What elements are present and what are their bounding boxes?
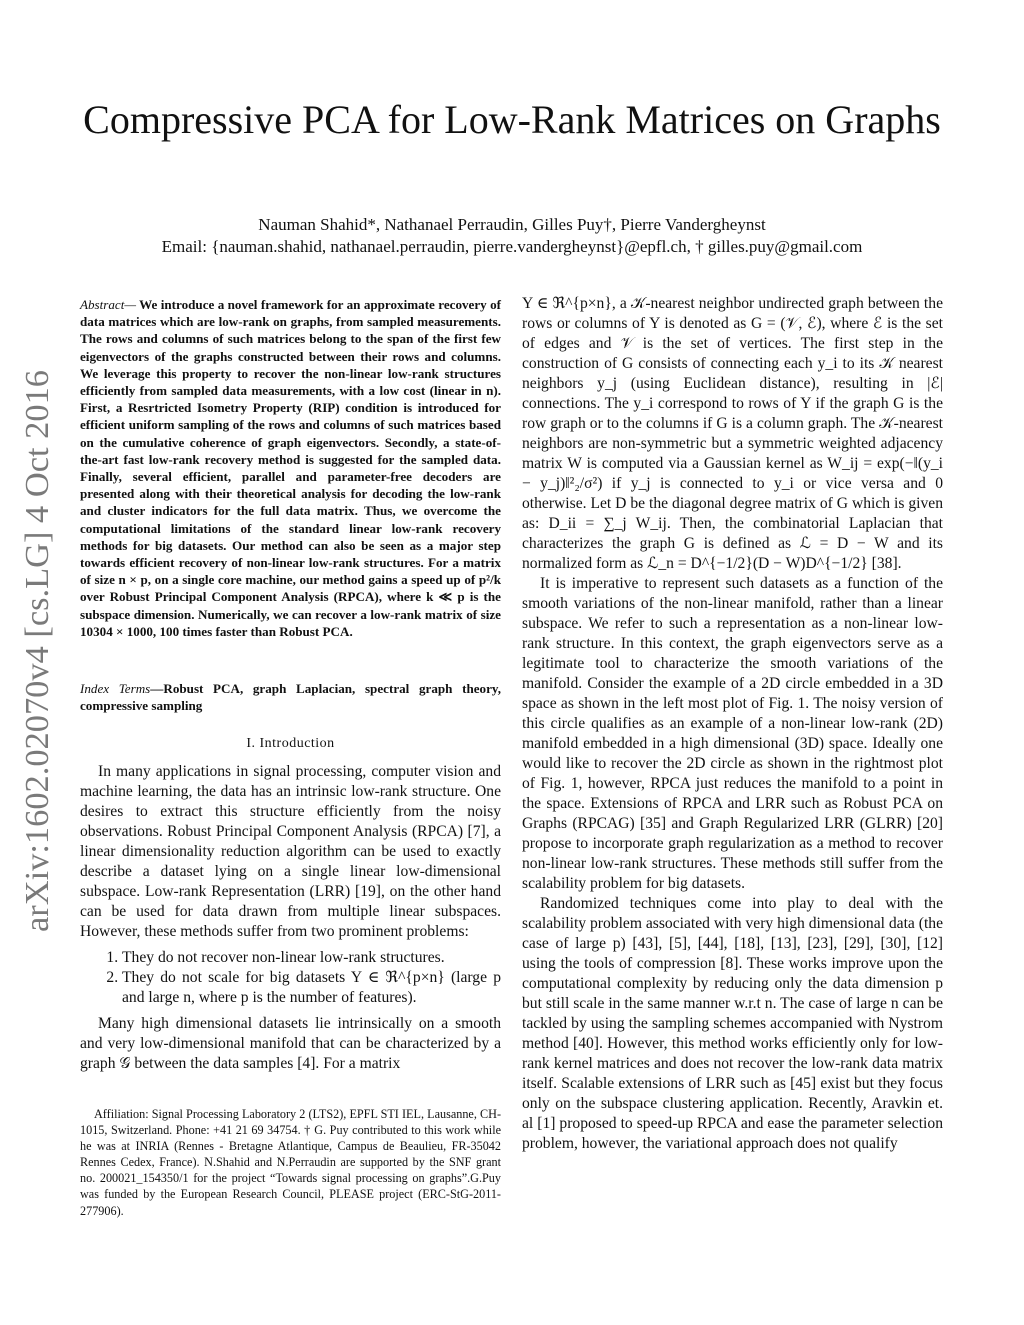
left-column-body: [80, 762, 501, 1074]
randomized-paragraph: Randomized techniques come into play to deal with the scalability problem associated with very high dimensional data (the case of large p) [43], [5], [44], [18], [13], [23], [29], [30], [12] using the tools of compression [8]. These works improve upon the computational complexity by reducing only the data dimension p but still scale in the same manner w.r.t n. The case of large n can be tackled by using the sampling schemes accompanied with Nystrom method [40]. However, this method works efficiently only for low-rank kernel matrices and does not recover the low-rank data matrix itself. Scalable extensions of LRR such as [45] exist but they focus only on the subspace clustering application. Recently, Aravkin et. al [1] proposed to speed-up RPCA and ease the parameter selection problem, however, the variational approach does not qualify: [522, 895, 943, 1152]
list-item: 1. They do not recover non-linear low-rank structures.: [122, 948, 501, 968]
abstract-label: Abstract—: [80, 297, 137, 312]
arxiv-id-text: arXiv:1602.02070v4 [cs.LG] 4 Oct 2016: [19, 376, 56, 932]
footnote-affiliation: Affiliation: Signal Processing Laboratory 2 (LTS2), EPFL STI IEL, Lausanne, CH-1015, Switzerland. Phone: +41 21 69 34754. † G. Puy contributed to this work while he was at INRIA (Rennes - Bretagne Atlantique, Campus de Beaulieu, FR-35042 Rennes Cedex, France). N.Shahid and N.Perraudin are supported by the SNF grant no. 200021_154350/1 for the project “Towards signal processing on graphs”.G.Puy was funded by the European Research Council, PLEASE project (ERC-StG-2011-277906).: [80, 1107, 501, 1218]
author-list: Nauman Shahid*, Nathanael Perraudin, Gilles Puy†, Pierre Vandergheynst: [258, 215, 766, 234]
graph-paragraph: Y ∈ ℜ^{p×n}, a 𝒦-nearest neighbor undirected graph between the rows or columns of Y is denoted as G = (𝒱, ℰ), where ℰ is the set of edges and 𝒱 is the set of vertices. The first step in the construction of G consists of connecting each y_i to its 𝒦 nearest neighbors y_j (using Euclidean distance), resulting in |ℰ| connections. The y_i correspond to rows of Y if the graph G is the row graph or to the columns if G is a column graph. The 𝒦-nearest neighbors are non-symmetric but a symmetric weighted adjacency matrix W is computed via a Gaussian kernel as W_ij = exp(−‖(y_i − y_j)‖²₂/σ²) if y_j is connected to y_i or vice versa and 0 otherwise. Let D be the diagonal degree matrix of G which is given as: D_ii = ∑_j W_ij. Then, the combinatorial Laplacian that characterizes the graph G is defined as ℒ = D − W and its normalized form as ℒ_n = D^{−1/2}(D − W)D^{−1/2} [38].: [522, 295, 943, 572]
author-emails: Email: {nauman.shahid, nathanael.perraudin, pierre.vandergheynst}@epfl.ch, † gilles.puy@gmail.com: [161, 237, 863, 256]
arxiv-identifier: [14, 365, 60, 935]
right-column-body: [522, 294, 943, 1154]
intro-paragraph-2: Many high dimensional datasets lie intrinsically on a smooth and very low-dimensional manifold that can be characterized by a graph 𝒢 between the data samples [4]. For a matrix: [80, 1015, 501, 1072]
list-item: 2. They do not scale for big datasets Y ∈ ℜ^{p×n} (large p and large n, where p is the number of features).: [122, 968, 501, 1008]
index-terms-text: —Robust PCA, graph Laplacian, spectral graph theory, compressive sampling: [80, 681, 502, 714]
intro-paragraph-1: In many applications in signal processing, computer vision and machine learning, the data has an intrinsic low-rank structure. One desires to extract this structure efficiently from the noisy observations. Robust Principal Component Analysis (RPCA) [7], a linear dimensionality reduction algorithm can be used to exactly describe a dataset lying on a single linear low-dimensional subspace. Low-rank Representation (LRR) [19], on the other hand can be used for data drawn from multiple linear subspaces. However, these methods suffer from two prominent problems:: [80, 763, 501, 940]
abstract-text: We introduce a novel framework for an approximate recovery of data matrices which are low-rank on graphs, from sampled measurements. The rows and columns of such matrices belong to the span of the first few eigenvectors of the graphs constructed between their rows and columns. We leverage this property to recover the non-linear low-rank structures efficiently from sampled data measurements, with a low cost (linear in n). First, a Resrtricted Isometry Property (RIP) condition is introduced for efficient uniform sampling of the rows and columns of such matrices based on the cumulative coherence of graph eigenvectors. Secondly, a state-of-the-art fast low-rank recovery method is suggested for the sampled data. Finally, several efficient, parallel and parameter-free decoders are presented along with their theoretical analysis for decoding the low-rank and cluster indicators for the full data matrix. Thus, we overcome the computational limitations of the standard linear low-rank recovery methods for big datasets. Our method can also be seen as a major step towards efficient recovery of non-linear low-rank structures. For a matrix of size n × p, on a single core machine, our method gains a speed up of p²/k over Robust Principal Component Analysis (RPCA), where k ≪ p is the subspace dimension. Numerically, we can recover a low-rank matrix of size 10304 × 1000, 100 times faster than Robust PCA.: [80, 297, 501, 639]
problem-list: [80, 948, 501, 1008]
abstract: [80, 296, 501, 640]
index-terms-label: Index Terms: [80, 681, 151, 696]
paper-title: Compressive PCA for Low-Rank Matrices on Graphs: [83, 97, 941, 142]
manifold-paragraph: It is imperative to represent such datasets as a function of the smooth variations of the non-linear manifold, rather than a linear subspace. We refer to such a representation as a non-linear low-rank structure. In this context, the graph eigenvectors serve as a legitimate tool to characterize the smooth variations of the manifold. Consider the example of a 2D circle embedded in a 3D space as shown in the left most plot of Fig. 1. The noisy version of this circle qualifies as an example of a non-linear low-rank (2D) manifold embedded in a high dimensional (3D) space. Ideally one would like to recover the 2D circle as shown in the rightmost plot of Fig. 1, however, RPCA just reduces the manifold to a point in the space. Extensions of RPCA and LRR such as Robust PCA on Graphs (RPCAG) [35] and Graph Regularized LRR (GLRR) [20] propose to incorporate graph regularization as a method to recover non-linear low-rank structures. These methods still suffer from the scalability problem for big datasets.: [522, 575, 943, 892]
section-heading-introduction: I. Introduction: [246, 736, 335, 751]
index-terms: [80, 680, 501, 714]
